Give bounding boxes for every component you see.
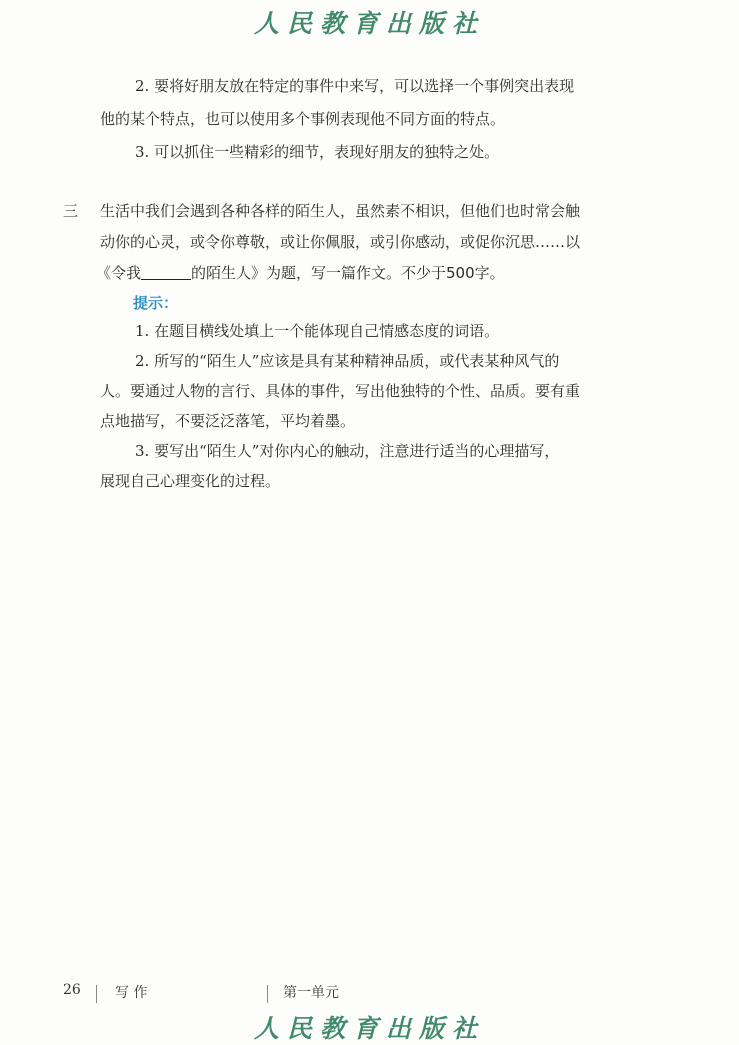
hint2-line1: 2. 所写的“陌生人”应该是具有某种精神品质，或代表某种风气的: [135, 352, 560, 370]
section3-line3: [96, 260, 505, 286]
line3-prefix: 《令我: [96, 264, 142, 282]
footer-unit: 第一单元: [283, 985, 339, 1001]
hint3-line2: 展现自己心理变化的过程。: [100, 472, 281, 490]
footer-section: 写 作: [115, 985, 148, 1001]
line3-suffix: 的陌生人》为题，写一篇作文。不少于500字。: [191, 264, 505, 282]
footer-divider-left: [96, 985, 97, 1003]
hint1: 1. 在题目横线处填上一个能体现自己情感态度的词语。: [135, 322, 500, 340]
publisher-logo-top: 人民教育出版社: [253, 9, 485, 38]
section3-line2: 动你的心灵，或令你尊敬，或让你佩服，或引你感动，或促你沉思……以: [100, 233, 581, 251]
hint2-line2: 人。要通过人物的言行、具体的事件，写出他独特的个性、品质。要有重: [100, 382, 581, 400]
publisher-logo-bottom: 人民教育出版社: [253, 1014, 485, 1043]
item2-line2: 他的某个特点，也可以使用多个事例表现他不同方面的特点。: [100, 110, 506, 128]
item2-line1: 2. 要将好朋友放在特定的事件中来写，可以选择一个事例突出表现: [135, 77, 575, 95]
page-number: 26: [63, 982, 81, 998]
hint3-line1: 3. 要写出“陌生人”对你内心的触动，注意进行适当的心理描写，: [135, 442, 560, 460]
hint2-line3: 点地描写，不要泛泛落笔，平均着墨。: [100, 412, 356, 430]
fill-blank: [141, 264, 191, 280]
item3: 3. 可以抓住一些精彩的细节，表现好朋友的独特之处。: [135, 143, 500, 161]
hint-label: 提示：: [133, 294, 179, 312]
section3-number: 三: [63, 202, 79, 220]
footer-divider-right: [267, 985, 268, 1003]
section3-line1: 生活中我们会遇到各种各样的陌生人，虽然素不相识，但他们也时常会触: [100, 202, 581, 220]
